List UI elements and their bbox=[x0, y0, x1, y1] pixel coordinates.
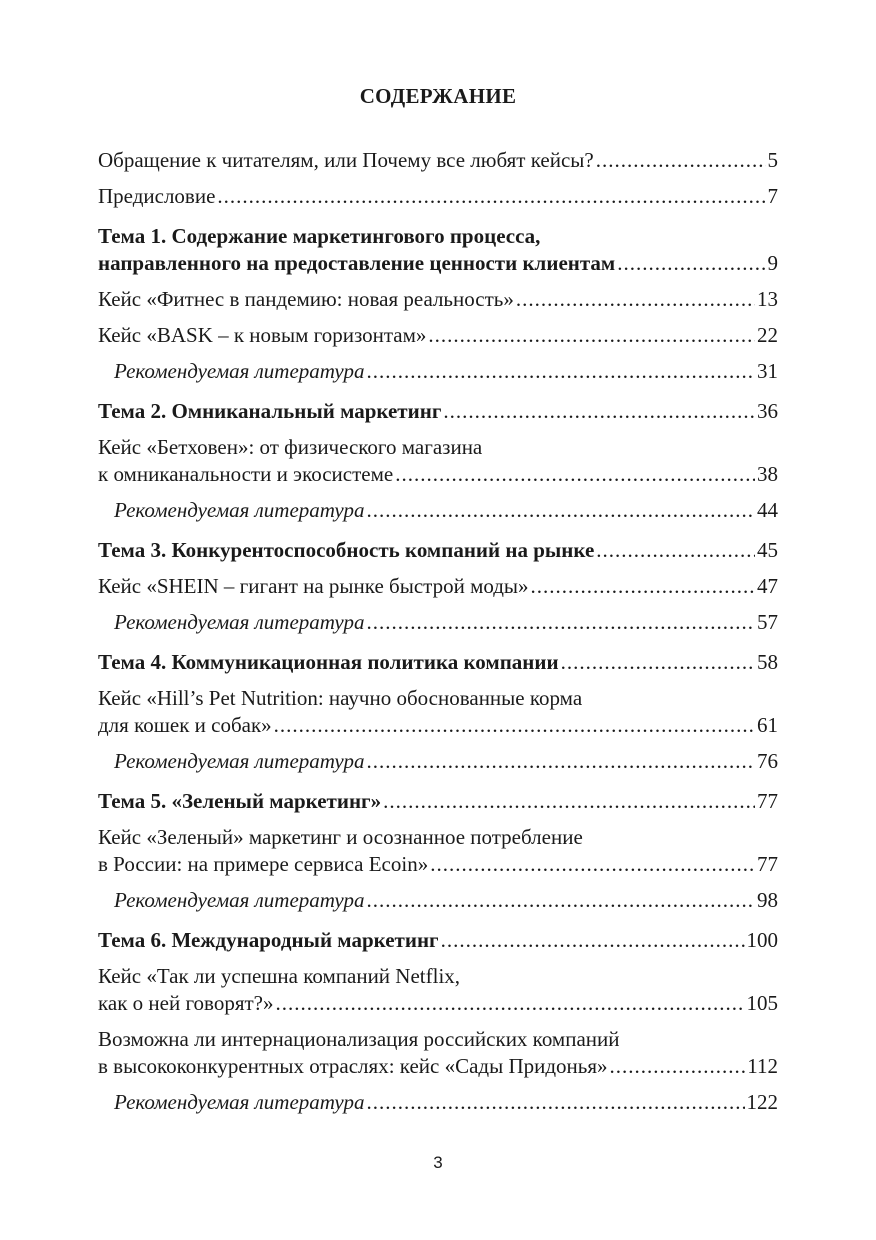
toc-entry-text: Кейс «Так ли успешна компаний Netflix, bbox=[98, 964, 461, 988]
table-of-contents bbox=[98, 147, 778, 1125]
toc-entry bbox=[98, 685, 778, 739]
toc-entry-page: 77 bbox=[757, 852, 778, 876]
dot-leader bbox=[430, 851, 755, 878]
toc-entry-page: 38 bbox=[757, 462, 778, 486]
toc-entry bbox=[98, 434, 778, 488]
toc-entry-page: 98 bbox=[757, 888, 778, 912]
toc-entry-page: 44 bbox=[757, 498, 778, 522]
dot-leader bbox=[366, 1089, 744, 1116]
toc-entry bbox=[98, 887, 778, 914]
toc-entry-text: в высококонкурентных отраслях: кейс «Сады Придонья» bbox=[98, 1054, 608, 1078]
toc-entry-text: Тема 6. Международный маркетинг bbox=[98, 928, 439, 952]
toc-entry-text: Тема 4. Коммуникационная политика компании bbox=[98, 650, 559, 674]
toc-entry-text: в России: на примере сервиса Ecoin» bbox=[98, 852, 429, 876]
toc-entry-text: Кейс «Бетховен»: от физического магазина bbox=[98, 435, 483, 459]
toc-entry-page: 76 bbox=[757, 749, 778, 773]
dot-leader bbox=[428, 322, 755, 349]
toc-entry-text: Возможна ли интернационализация российских компаний bbox=[98, 1027, 620, 1051]
toc-entry-text: Рекомендуемая литература bbox=[114, 749, 365, 773]
toc-entry bbox=[98, 963, 778, 1017]
toc-entry bbox=[98, 1026, 778, 1080]
toc-entry-text: Кейс «Фитнес в пандемию: новая реальность» bbox=[98, 287, 514, 311]
toc-entry bbox=[98, 649, 778, 676]
toc-entry-page: 57 bbox=[757, 610, 778, 634]
dot-leader bbox=[274, 712, 755, 739]
page-title: СОДЕРЖАНИЕ bbox=[359, 84, 517, 108]
toc-entry bbox=[98, 537, 778, 564]
toc-entry-text: Рекомендуемая литература bbox=[114, 498, 365, 522]
dot-leader bbox=[366, 358, 755, 385]
toc-entry-page: 100 bbox=[746, 928, 778, 952]
toc-entry-page: 47 bbox=[757, 574, 778, 598]
toc-entry-text: Предисловие bbox=[98, 184, 216, 208]
toc-entry-text: Тема 2. Омниканальный маркетинг bbox=[98, 399, 442, 423]
toc-entry-page: 13 bbox=[757, 287, 778, 311]
dot-leader bbox=[531, 573, 755, 600]
toc-entry bbox=[98, 609, 778, 636]
toc-entry-page: 45 bbox=[757, 538, 778, 562]
toc-entry-text: для кошек и собак» bbox=[98, 713, 272, 737]
toc-entry-page: 31 bbox=[757, 359, 778, 383]
toc-entry bbox=[98, 358, 778, 385]
toc-entry-page: 122 bbox=[746, 1090, 778, 1114]
toc-entry-text: Тема 1. Содержание маркетингового процесса, bbox=[98, 224, 541, 248]
toc-entry bbox=[98, 223, 778, 277]
dot-leader bbox=[617, 250, 765, 277]
toc-entry-page: 7 bbox=[767, 184, 778, 208]
toc-entry bbox=[98, 824, 778, 878]
toc-entry-text: Тема 5. «Зеленый маркетинг» bbox=[98, 789, 382, 813]
toc-entry bbox=[98, 497, 778, 524]
dot-leader bbox=[610, 1053, 746, 1080]
toc-entry-page: 105 bbox=[746, 991, 778, 1015]
toc-entry-page: 5 bbox=[767, 148, 778, 172]
page-number: 3 bbox=[433, 1153, 443, 1172]
toc-entry-page: 22 bbox=[757, 323, 778, 347]
dot-leader bbox=[366, 748, 755, 775]
toc-entry bbox=[98, 573, 778, 600]
toc-entry-text: Кейс «SHEIN – гигант на рынке быстрой моды» bbox=[98, 574, 529, 598]
toc-entry-page: 58 bbox=[757, 650, 778, 674]
toc-entry-text: Рекомендуемая литература bbox=[114, 888, 365, 912]
dot-leader bbox=[383, 788, 755, 815]
toc-entry bbox=[98, 788, 778, 815]
toc-entry-page: 77 bbox=[757, 789, 778, 813]
dot-leader bbox=[443, 398, 755, 425]
toc-entry-text: Рекомендуемая литература bbox=[114, 359, 365, 383]
toc-entry-text: Кейс «Зеленый» маркетинг и осознанное потребление bbox=[98, 825, 583, 849]
toc-entry-page: 36 bbox=[757, 399, 778, 423]
toc-entry bbox=[98, 322, 778, 349]
toc-entry bbox=[98, 927, 778, 954]
toc-entry bbox=[98, 748, 778, 775]
toc-entry-text: как о ней говорят?» bbox=[98, 991, 274, 1015]
toc-entry bbox=[98, 1089, 778, 1116]
toc-entry-text: Обращение к читателям, или Почему все любят кейсы? bbox=[98, 148, 594, 172]
toc-entry-text: Кейс «BASK – к новым горизонтам» bbox=[98, 323, 427, 347]
toc-entry-text: Рекомендуемая литература bbox=[114, 1090, 365, 1114]
toc-entry-page: 112 bbox=[747, 1054, 778, 1078]
toc-entry-text: Тема 3. Конкурентоспособность компаний на рынке bbox=[98, 538, 595, 562]
dot-leader bbox=[561, 649, 755, 676]
toc-entry-text: направленного на предоставление ценности клиентам bbox=[98, 251, 616, 275]
dot-leader bbox=[366, 497, 755, 524]
dot-leader bbox=[366, 609, 755, 636]
dot-leader bbox=[366, 887, 755, 914]
dot-leader bbox=[395, 461, 755, 488]
toc-entry bbox=[98, 398, 778, 425]
dot-leader bbox=[596, 147, 766, 174]
toc-entry-text: Кейс «Hill’s Pet Nutrition: научно обоснованные корма bbox=[98, 686, 583, 710]
toc-entry bbox=[98, 286, 778, 313]
toc-entry-page: 9 bbox=[767, 251, 778, 275]
toc-entry-page: 61 bbox=[757, 713, 778, 737]
dot-leader bbox=[275, 990, 744, 1017]
toc-entry bbox=[98, 147, 778, 174]
dot-leader bbox=[596, 537, 755, 564]
dot-leader bbox=[516, 286, 755, 313]
toc-entry-text: к омниканальности и экосистеме bbox=[98, 462, 394, 486]
dot-leader bbox=[217, 183, 765, 210]
toc-entry bbox=[98, 183, 778, 210]
dot-leader bbox=[441, 927, 745, 954]
toc-entry-text: Рекомендуемая литература bbox=[114, 610, 365, 634]
